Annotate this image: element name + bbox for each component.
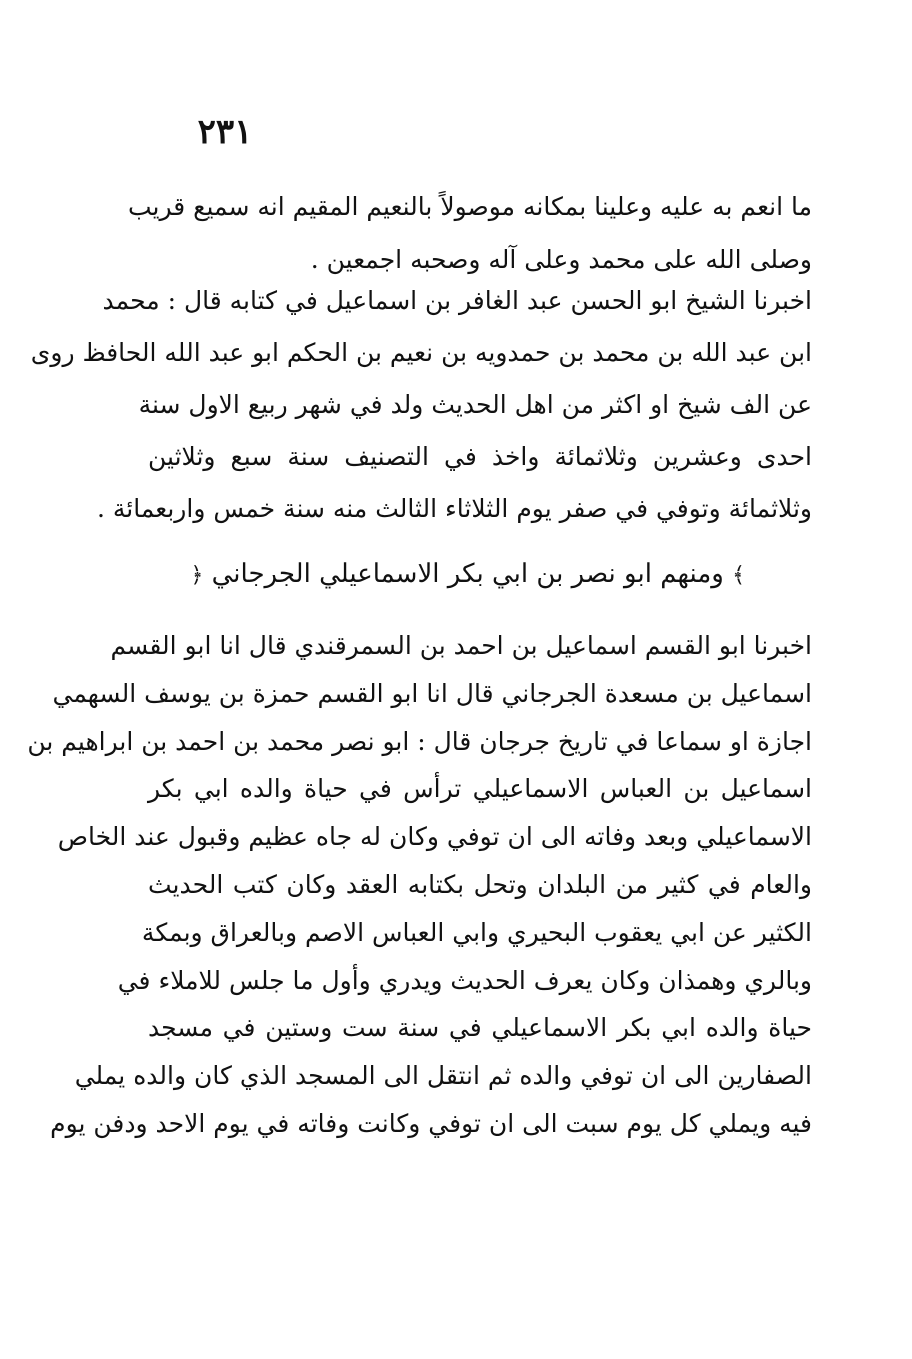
text-line: وصلى الله على محمد وعلى آله وصحبه اجمعين .: [310, 245, 812, 274]
ornament-icon: ﴿: [190, 563, 204, 588]
text-line: والعام في كثير من البلدان وتحل بكتابه العقد وكان كتب الحديث: [148, 869, 812, 899]
text-line: عن الف شيخ او اكثر من اهل الحديث ولد في شهر ربيع الاول سنة: [138, 390, 812, 419]
text-line: ابن عبد الله بن محمد بن حمدويه بن نعيم بن الحكم ابو عبد الله الحافظ روى: [30, 338, 812, 367]
text-line: وبالري وهمذان وكان يعرف الحديث ويدري وأول ما جلس للاملاء في: [117, 965, 812, 995]
text-line: اخبرنا الشيخ ابو الحسن عبد الغافر بن اسماعيل في كتابه قال : محمد: [102, 286, 812, 315]
text-line: الكثير عن ابي يعقوب البحيري وابي العباس الاصم وبالعراق وبمكة: [141, 917, 812, 947]
text-line: الصفارين الى ان توفي والده ثم انتقل الى المسجد الذي كان والده يملي: [74, 1061, 812, 1091]
biography-paragraph: [27, 622, 812, 1148]
biography-paragraph: [30, 275, 812, 535]
text-line: اسماعيل بن مسعدة الجرجاني قال انا ابو القسم حمزة بن يوسف السهمي: [52, 678, 812, 708]
text-line: اسماعيل بن العباس الاسماعيلي ترأس في حياة والده ابي بكر: [148, 774, 812, 804]
page-number: ٢٣١: [197, 112, 253, 152]
text-line: احدى وعشرين وثلاثمائة واخذ في التصنيف سنة سبع وثلاثين: [148, 442, 812, 471]
intro-paragraph: [127, 180, 812, 286]
ornament-icon: ﴾: [732, 563, 745, 588]
text-line: وثلاثمائة وتوفي في صفر يوم الثلاثاء الثالث منه سنة خمس واربعمائة .: [96, 494, 812, 523]
section-heading: [190, 548, 745, 600]
text-line: فيه ويملي كل يوم سبت الى ان توفي وكانت وفاته في يوم الاحد ودفن يوم: [50, 1108, 812, 1138]
text-line: الاسماعيلي وبعد وفاته الى ان توفي وكان له جاه عظيم وقبول عند الخاص: [57, 822, 812, 852]
section-heading-text: ومنهم ابو نصر بن ابي بكر الاسماعيلي الجرجاني: [211, 559, 724, 589]
text-line: ما انعم به عليه وعلينا بمكانه موصولاً بالنعيم المقيم انه سميع قريب: [127, 192, 812, 221]
text-line: اخبرنا ابو القسم اسماعيل بن احمد بن السمرقندي قال انا ابو القسم: [110, 631, 812, 660]
text-line: حياة والده ابي بكر الاسماعيلي في سنة ست وستين في مسجد: [148, 1013, 812, 1043]
text-line: اجازة او سماعا في تاريخ جرجان قال : ابو نصر محمد بن احمد بن ابراهيم بن: [27, 726, 812, 756]
